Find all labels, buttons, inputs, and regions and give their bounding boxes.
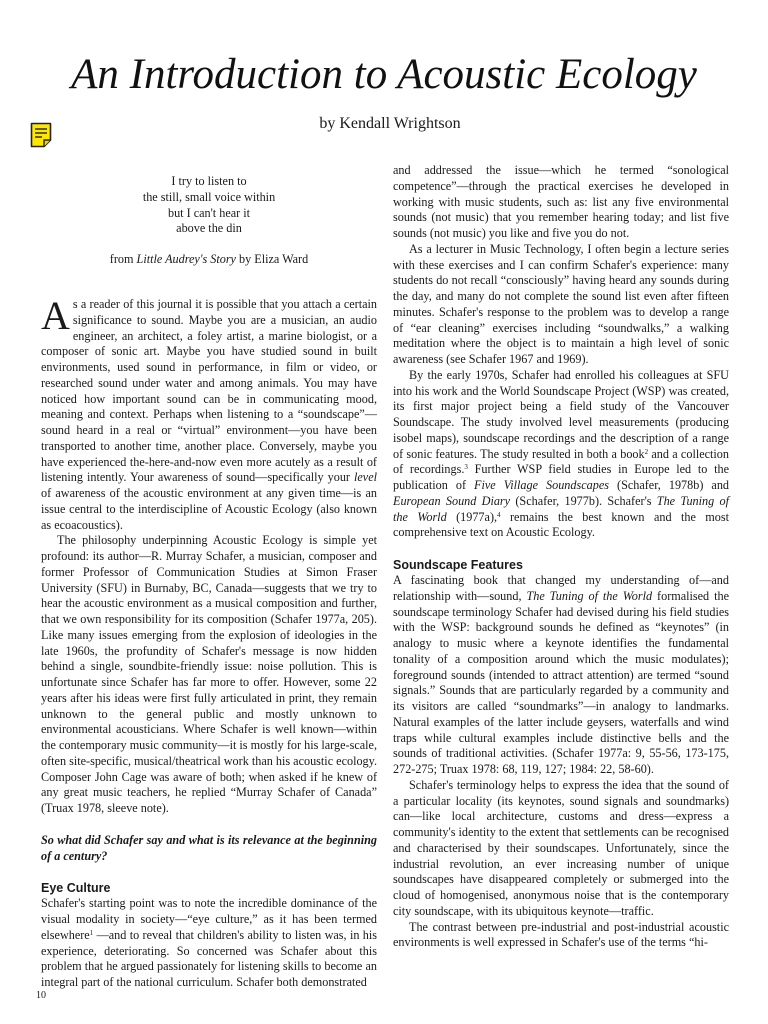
paragraph [41, 293, 377, 533]
emphasis: level [353, 470, 377, 485]
article-title: An Introduction to Acoustic Ecology [71, 51, 697, 98]
drop-cap: A [41, 293, 70, 338]
paragraph-text: remains the best known and the most comprehensive text on Acoustic Ecology. [393, 509, 729, 540]
paragraph: As a lecturer in Music Technology, I often begin a lecture series with these exercises and I can confirm Schafer's experience: many students do not recall “consciously” having heard any sounds during the day, and many do not complete the sound list even after fifteen minutes. Schafer's response to the problem was to develop a range of “ear cleaning” exercises including “soundwalks,” a walking meditation where the object is to maintain a high level of sonic awareness (see Schafer 1967 and 1969). [393, 241, 729, 366]
paragraph-text: Schafer's starting point was to note the incredible dominance of the visual modality in society—“eye culture,” as it has been termed elsewhere [41, 896, 377, 942]
section-question: So what did Schafer say and what is its relevance at the beginning of a century? [41, 832, 377, 863]
paragraph-text: (Schafer, 1977b). Schafer's [510, 493, 657, 508]
footnote-ref[interactable]: 3 [464, 463, 468, 472]
epigraph-line: above the din [176, 221, 242, 236]
epigraph [41, 174, 377, 237]
epigraph-line: but I can't hear it [167, 205, 251, 220]
epigraph-line: the still, small voice within [142, 189, 276, 204]
paragraph-text: s a reader of this journal it is possible that you attach a certain significance to sound. Maybe you are a musician, an audio engineer, an architect, a foley artist, a marine biologist, or a composer of sonic art. Maybe you have studied sound in built environments, used sound in performance, in film or video, or researched sound under water and among animals. You may have noticed how important sound can be in communicating mood, meaning and context. Perhaps when listening to a “soundscape”—sound heard in a real or “virtual” environment—you have been transported to another time, another place. Conversely, maybe you have experienced the-here-and-now even more acutely as a result of listening intently. Your awareness of sound—specifically your [41, 297, 377, 485]
section-heading: Eye Culture [41, 881, 111, 896]
footnote-ref[interactable]: 4 [497, 510, 501, 519]
page-number: 10 [36, 990, 46, 1001]
paragraph: The contrast between pre-industrial and post-industrial acoustic environments is well expressed in Schafer's use of the terms “hi- [393, 919, 729, 950]
paragraph [393, 368, 729, 541]
left-column [41, 293, 377, 991]
section-heading: Soundscape Features [393, 558, 523, 572]
paragraph: Schafer's terminology helps to express the idea that the sound of a particular locality (its keynotes, sound signals and soundmarks) can—like local architecture, customs and dress—express a community's identity to the extent that settlements can be recognised and characterised by their soundscapes. Unfortunately, since the industrial revolution, an ever increasing number of unique soundscapes have disappeared completely or submerged into the cloud of homogenised, anonymous noise that is the contemporary city soundscape, with its ubiquitous keynote—traffic. [393, 777, 729, 918]
article-byline: by Kendall Wrightson [319, 115, 461, 132]
paragraph [393, 573, 729, 778]
paragraph-text: and a collection of recordings. [393, 446, 729, 477]
paragraph-text: of awareness of the acoustic environment at any given time—is an issue central to the interdiscipline of Acoustic Ecology (also known as ecoacoustics). [41, 486, 377, 532]
paragraph-text: By the early 1970s, Schafer had enrolled his colleagues at SFU into his work and the World Soundscape Project (WSP) was created, its first major project being a field study of the Vancouver Soundscape. The study involved level measurements (producing isobel maps), soundscape recordings and the description of a range of sonic features. The study resulted in both a book [393, 367, 729, 461]
paragraph: The philosophy underpinning Acoustic Ecology is simple yet profound: its author—R. Murray Schafer, a musician, composer and former Professor of Communication Studies at Simon Fraser University (SFU) in Burnaby, BC, Canada—suggests that we try to hear the acoustic environment as a musical composition and further, that we own responsibility for its composition (Schafer 1977a, 205). Like many issues emerging from the explosion of ideologies in the late 1960s, the profundity of Schafer's message is now hidden behind a single, soundbite-friendly issue: noise pollution. This is unfortunate since Schafer has far more to offer. However, some 22 years after his ideas were first fully articulated in print, they remain unknown to the general public and mostly unknown to environmental acousticians. Where Schafer is well known—within the contemporary music community—it is mostly for his large-scale, often site-specific, musical/theatrical work than his acoustic ecology. Composer John Cage was aware of both; when asked if he knew of any great music teachers, he replied “Murray Schafer of Canada” (Truax 1978, sleeve note). [41, 533, 377, 815]
right-column [393, 163, 729, 951]
paragraph: and addressed the issue—which he termed “sonological competence”—through the practical exercises he developed in working with music students, such as: list any five environmental sounds (not music) that you remember hearing today; and list five sounds (not music) you like and five you do not. [393, 163, 729, 240]
paragraph-text: formalised the soundscape terminology Schafer had devised during his field studies with the WSP: background sounds he defined as “keynotes” (in analogy to music where a keynote identifies the fundamental tonality of a composition around which the music modulates); foreground sounds (intended to attract attention) are termed “sound signals.” Sounds that are particularly regarded by a community and its visitors are called “soundmarks”—in analogy to landmarks. Natural examples of the latter include geysers, waterfalls and wind traps while cultural examples include distinctive bells and the sounds of traditional activities. (Schafer 1977a: 9, 55-56, 173-175, 272-275; Truax 1978: 68, 119, 127; 1984: 22, 58-60). [393, 588, 729, 776]
emphasis: European Sound Diary [393, 493, 511, 508]
emphasis: Five Village Soundscapes [474, 478, 609, 492]
paragraph-text: —and to reveal that children's ability to listen was, in his experience, deteriorating. So concerned was Schafer about this problem that he argued passionately for listening skills to become an integral part of the national curriculum. Schafer both demonstrated [41, 927, 377, 989]
sticky-note-icon[interactable] [30, 122, 52, 148]
epigraph-line: I try to listen to [171, 174, 247, 188]
paragraph-text: (1977a), [446, 509, 498, 524]
paragraph-text: Further WSP field studies in Europe led to the publication of [393, 462, 729, 492]
paragraph-text: (Schafer, 1978b) and [608, 478, 730, 492]
paragraph [41, 896, 377, 991]
emphasis: The Tuning of the World [526, 588, 653, 603]
epigraph-source [41, 251, 377, 267]
footnote-ref[interactable]: 2 [644, 447, 649, 456]
emphasis: The Tuning of the World [393, 493, 729, 524]
epigraph-source-title: Little Audrey's Story [136, 252, 236, 266]
epigraph-source-author: by Eliza Ward [235, 252, 309, 266]
footnote-ref[interactable]: 1 [89, 928, 94, 937]
paragraph-text: A fascinating book that changed my understanding of—and relationship with—sound, [393, 573, 729, 603]
epigraph-source-prefix: from [109, 252, 137, 266]
